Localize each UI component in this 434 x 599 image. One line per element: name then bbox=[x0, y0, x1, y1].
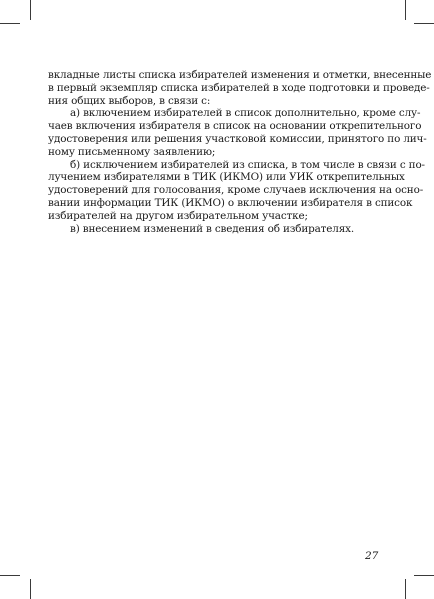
crop-mark-bottom-right-h bbox=[414, 575, 434, 576]
text-line: избирателей на другом избирательном участке; bbox=[48, 209, 308, 222]
text-line: удостоверений для голосования, кроме случаев исключения на осно- bbox=[48, 184, 424, 197]
paragraph bbox=[48, 69, 432, 107]
paragraph bbox=[48, 223, 388, 236]
text-line: удостоверения или решения участковой комиссии, принятого по лич- bbox=[48, 132, 427, 145]
text-line: лучением избирателями в ТИК (ИКМО) или УИК открепительных bbox=[48, 171, 405, 184]
text-line: вкладные листы списка избирателей изменения и отметки, внесенные bbox=[48, 69, 432, 81]
crop-mark-top-right-h bbox=[414, 23, 434, 24]
text-line: ному письменному заявлению; bbox=[48, 145, 216, 158]
crop-mark-top-right bbox=[405, 0, 406, 20]
crop-mark-bottom-left bbox=[30, 579, 31, 599]
paragraph bbox=[48, 158, 425, 223]
page-number: 27 bbox=[365, 550, 379, 562]
text-line: чаев включения избирателя в список на основании открепительного bbox=[48, 120, 422, 133]
text-line: в) внесением изменений в сведения об избирателях. bbox=[70, 222, 354, 235]
crop-mark-bottom-right bbox=[405, 579, 406, 599]
text-line: ния общих выборов, в связи с: bbox=[48, 94, 211, 107]
crop-mark-top-left-h bbox=[0, 23, 20, 24]
text-line: вании информации ТИК (ИКМО) о включении избирателя в список bbox=[48, 196, 413, 209]
crop-mark-bottom-left-h bbox=[0, 575, 20, 576]
body-text bbox=[48, 69, 432, 235]
crop-mark-top-left bbox=[30, 0, 31, 20]
text-line: б) исключением избирателей из списка, в том числе в связи с по- bbox=[70, 158, 425, 171]
text-line: в первый экземпляр списка избирателей в ходе подготовки и проведе- bbox=[48, 81, 430, 94]
text-line: а) включением избирателей в список дополнительно, кроме слу- bbox=[70, 107, 421, 120]
paragraph bbox=[48, 107, 427, 158]
